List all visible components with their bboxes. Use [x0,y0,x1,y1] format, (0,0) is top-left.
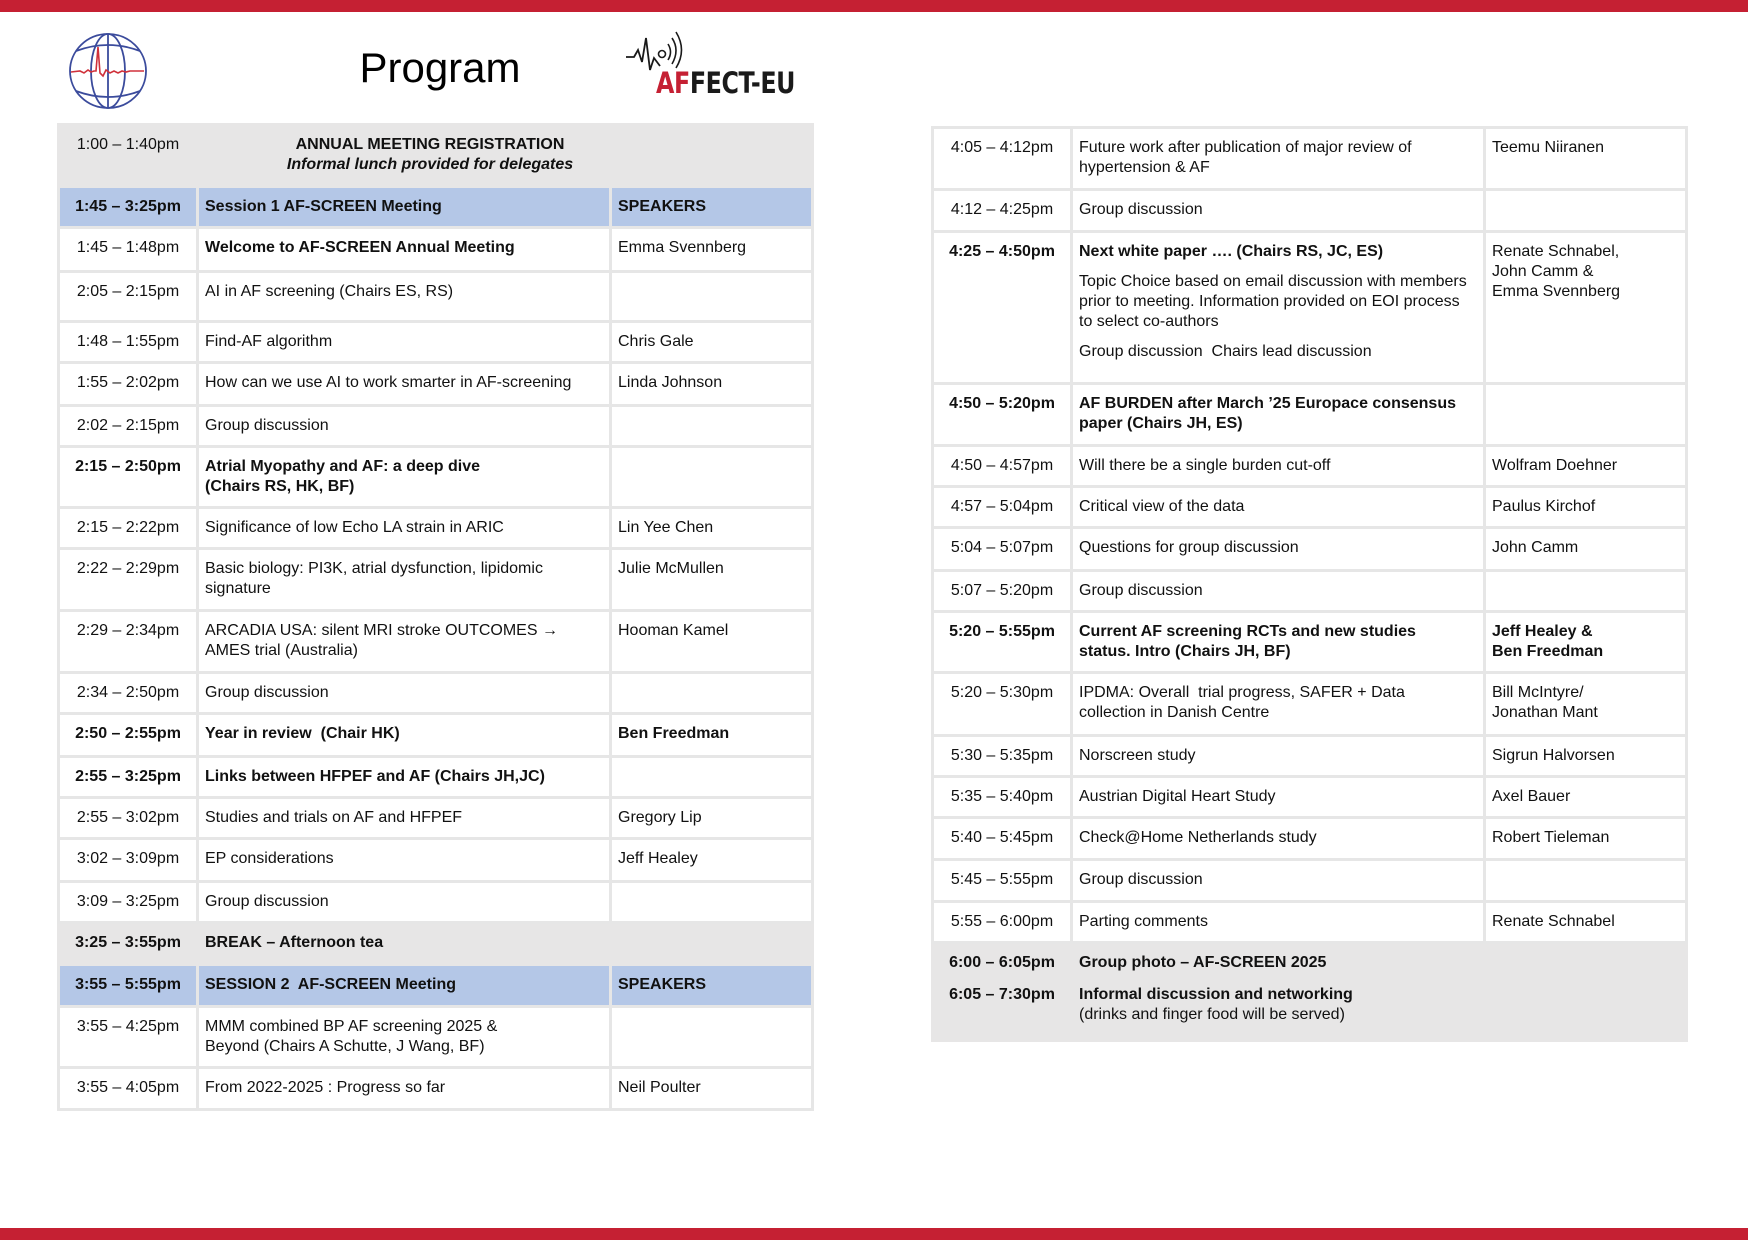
speaker-cell: Julie McMullen [611,549,813,611]
time-cell: 3:55 – 4:25pm [59,1007,198,1068]
table-row [933,860,1687,902]
table-row [59,508,813,549]
time-cell: 5:40 – 5:45pm [933,818,1072,860]
table-row [933,446,1687,487]
time-cell: 1:48 – 1:55pm [59,322,198,363]
closing-title: Group photo – AF-SCREEN 2025 [1079,954,1327,971]
topic-detail: Topic Choice based on email discussion with members prior to meeting. Information provided on EOI process to select co-authors [1079,273,1467,330]
speaker-cell: Linda Johnson [611,363,813,406]
table-row [59,363,813,406]
speaker-line: Jonathan Mant [1492,704,1598,721]
speaker-cell [611,757,813,798]
speaker-cell: Hooman Kamel [611,611,813,673]
time-cell: 5:07 – 5:20pm [933,571,1072,612]
time-cell: 4:12 – 4:25pm [933,190,1072,232]
speakers-header: SPEAKERS [611,965,813,1007]
session-title: SESSION 2 AF-SCREEN Meeting [198,965,611,1007]
table-row [59,839,813,882]
speaker-line: Jeff Healey & [1492,623,1593,640]
speaker-cell: Robert Tieleman [1485,818,1687,860]
speaker-cell [611,1007,813,1068]
break-row [59,923,813,965]
topic-cell: Find-AF algorithm [198,322,611,363]
speaker-line: Emma Svennberg [1492,283,1621,300]
registration-row [59,125,813,187]
time-cell: 2:29 – 2:34pm [59,611,198,673]
topic-title: Next white paper …. (Chairs RS, JC, ES) [1079,243,1384,260]
table-row [59,322,813,363]
table-row [59,447,813,508]
speaker-cell: Neil Poulter [611,1068,813,1110]
table-row [59,757,813,798]
table-row [933,818,1687,860]
speaker-cell [611,882,813,923]
speaker-cell [611,673,813,714]
time-cell: 5:20 – 5:55pm [933,612,1072,673]
topic-cell: Basic biology: PI3K, atrial dysfunction, lipidomic signature [198,549,611,611]
table-row [59,882,813,923]
speaker-cell [611,272,813,322]
table-row [933,384,1687,446]
speaker-cell: Emma Svennberg [611,228,813,272]
af-screen-globe-logo [66,31,150,111]
topic-cell: Year in review (Chair HK) [198,714,611,757]
speaker-cell: Jeff Healey [611,839,813,882]
time-cell [933,943,1072,1041]
speaker-line: Ben Freedman [1492,643,1604,660]
time-cell: 4:05 – 4:12pm [933,128,1072,190]
table-row [59,272,813,322]
table-row [59,406,813,447]
time-cell: 2:05 – 2:15pm [59,272,198,322]
table-row [933,902,1687,943]
table-row [59,1007,813,1068]
topic-cell: ARCADIA USA: silent MRI stroke OUTCOMES → AMES trial (Australia) [198,611,611,673]
table-row [933,190,1687,232]
time-cell: 3:55 – 5:55pm [59,965,198,1007]
topic-cell: Questions for group discussion [1072,528,1485,571]
table-row [933,673,1687,736]
topic-cell: Check@Home Netherlands study [1072,818,1485,860]
time-cell: 2:22 – 2:29pm [59,549,198,611]
table-row [933,777,1687,818]
topic-cell: IPDMA: Overall trial progress, SAFER + Data collection in Danish Centre [1072,673,1485,736]
topic-cell: Current AF screening RCTs and new studies status. Intro (Chairs JH, BF) [1072,612,1485,673]
speaker-cell [1485,384,1687,446]
topic-cell: How can we use AI to work smarter in AF-screening [198,363,611,406]
topic-cell: Group discussion [1072,571,1485,612]
topic-cell: Group discussion [1072,190,1485,232]
table-row [933,232,1687,384]
registration-subtitle: Informal lunch provided for delegates [286,156,574,173]
closing-subtitle: (drinks and finger food will be served) [1079,1006,1345,1023]
topic-cell: AI in AF screening (Chairs ES, RS) [198,272,611,322]
time-cell: 2:15 – 2:22pm [59,508,198,549]
closing-cell [1072,943,1687,1041]
table-row [933,128,1687,190]
topic-line: Beyond (Chairs A Schutte, J Wang, BF) [205,1038,485,1055]
topic-cell: From 2022-2025 : Progress so far [198,1068,611,1110]
speaker-cell: Wolfram Doehner [1485,446,1687,487]
table-row [933,736,1687,777]
time-cell: 5:20 – 5:30pm [933,673,1072,736]
closing-time: 6:05 – 7:30pm [949,986,1055,1003]
topic-cell: Welcome to AF-SCREEN Annual Meeting [198,228,611,272]
table-row [59,1068,813,1110]
topic-cell: EP considerations [198,839,611,882]
speaker-cell: Sigrun Halvorsen [1485,736,1687,777]
time-cell: 1:00 – 1:40pm [59,125,198,187]
time-cell: 5:04 – 5:07pm [933,528,1072,571]
speaker-cell: Paulus Kirchof [1485,487,1687,528]
topic-cell: Parting comments [1072,902,1485,943]
topic-cell: Group discussion [1072,860,1485,902]
speakers-header: SPEAKERS [611,187,813,228]
speaker-cell [1485,673,1687,736]
table-row [933,528,1687,571]
table-row [59,798,813,839]
closing-row [933,943,1687,1041]
globe-icon [66,31,150,111]
affect-eu-logo [624,30,804,102]
speaker-line: Renate Schnabel, [1492,243,1620,260]
topic-cell: Links between HFPEF and AF (Chairs JH,JC) [198,757,611,798]
time-cell: 5:55 – 6:00pm [933,902,1072,943]
topic-cell: Austrian Digital Heart Study [1072,777,1485,818]
time-cell: 3:02 – 3:09pm [59,839,198,882]
table-row [59,549,813,611]
speaker-cell: Lin Yee Chen [611,508,813,549]
time-cell: 4:25 – 4:50pm [933,232,1072,384]
table-row [933,612,1687,673]
time-cell: 4:57 – 5:04pm [933,487,1072,528]
speaker-cell [611,406,813,447]
speaker-cell: Teemu Niiranen [1485,128,1687,190]
time-cell: 5:30 – 5:35pm [933,736,1072,777]
table-row [59,611,813,673]
session-title: Session 1 AF-SCREEN Meeting [198,187,611,228]
time-cell: 3:09 – 3:25pm [59,882,198,923]
table-row [933,487,1687,528]
closing-title: Informal discussion and networking [1079,986,1353,1003]
topic-line: (Chairs RS, HK, BF) [205,478,355,495]
time-cell: 4:50 – 5:20pm [933,384,1072,446]
time-cell: 1:45 – 1:48pm [59,228,198,272]
topic-cell [1072,232,1485,384]
speaker-cell: Chris Gale [611,322,813,363]
time-cell: 2:02 – 2:15pm [59,406,198,447]
speaker-cell [1485,190,1687,232]
time-cell: 5:45 – 5:55pm [933,860,1072,902]
topic-cell [198,1007,611,1068]
topic-detail-2: Group discussion Chairs lead discussion [1079,343,1372,360]
time-cell: 1:55 – 2:02pm [59,363,198,406]
topic-line: Atrial Myopathy and AF: a deep dive [205,458,481,475]
topic-cell: Will there be a single burden cut-off [1072,446,1485,487]
speaker-cell: John Camm [1485,528,1687,571]
page-title: Program [359,44,521,91]
speaker-cell: Ben Freedman [611,714,813,757]
break-title: BREAK – Afternoon tea [198,923,813,965]
time-cell: 1:45 – 3:25pm [59,187,198,228]
topic-cell: Significance of low Echo LA strain in ARIC [198,508,611,549]
speaker-cell: Renate Schnabel [1485,902,1687,943]
closing-time: 6:00 – 6:05pm [949,954,1055,971]
time-cell: 3:55 – 4:05pm [59,1068,198,1110]
registration-title: ANNUAL MEETING REGISTRATION [295,136,565,153]
table-row [59,228,813,272]
time-cell: 2:55 – 3:25pm [59,757,198,798]
topic-cell [198,447,611,508]
table-row [933,571,1687,612]
affect-eu-wordmark: AFFECT-EU [656,66,796,100]
topic-cell: Studies and trials on AF and HFPEF [198,798,611,839]
speaker-cell: Axel Bauer [1485,777,1687,818]
bottom-brand-bar [0,1228,1748,1240]
session-header-row [59,187,813,228]
time-cell: 5:35 – 5:40pm [933,777,1072,818]
speaker-cell [1485,571,1687,612]
speaker-cell [1485,612,1687,673]
topic-line: MMM combined BP AF screening 2025 & [205,1018,498,1035]
time-cell: 3:25 – 3:55pm [59,923,198,965]
topic-cell: Group discussion [198,882,611,923]
speaker-cell: Gregory Lip [611,798,813,839]
program-table-left [57,123,814,1111]
time-cell: 2:50 – 2:55pm [59,714,198,757]
table-row [59,673,813,714]
topic-cell: AF BURDEN after March ’25 Europace consensus paper (Chairs JH, ES) [1072,384,1485,446]
topic-cell: Critical view of the data [1072,487,1485,528]
speaker-cell [1485,860,1687,902]
speaker-line: John Camm & [1492,263,1594,280]
time-cell: 2:55 – 3:02pm [59,798,198,839]
time-cell: 2:34 – 2:50pm [59,673,198,714]
topic-cell: Future work after publication of major review of hypertension & AF [1072,128,1485,190]
topic-cell: Group discussion [198,406,611,447]
topic-cell: Group discussion [198,673,611,714]
speaker-cell [611,447,813,508]
program-table-right [931,126,1688,1042]
time-cell: 4:50 – 4:57pm [933,446,1072,487]
speaker-cell [1485,232,1687,384]
table-row [59,714,813,757]
session-header-row [59,965,813,1007]
topic-cell: Norscreen study [1072,736,1485,777]
speaker-line: Bill McIntyre/ [1492,684,1584,701]
top-brand-bar [0,0,1748,12]
time-cell: 2:15 – 2:50pm [59,447,198,508]
registration-cell [198,125,813,187]
